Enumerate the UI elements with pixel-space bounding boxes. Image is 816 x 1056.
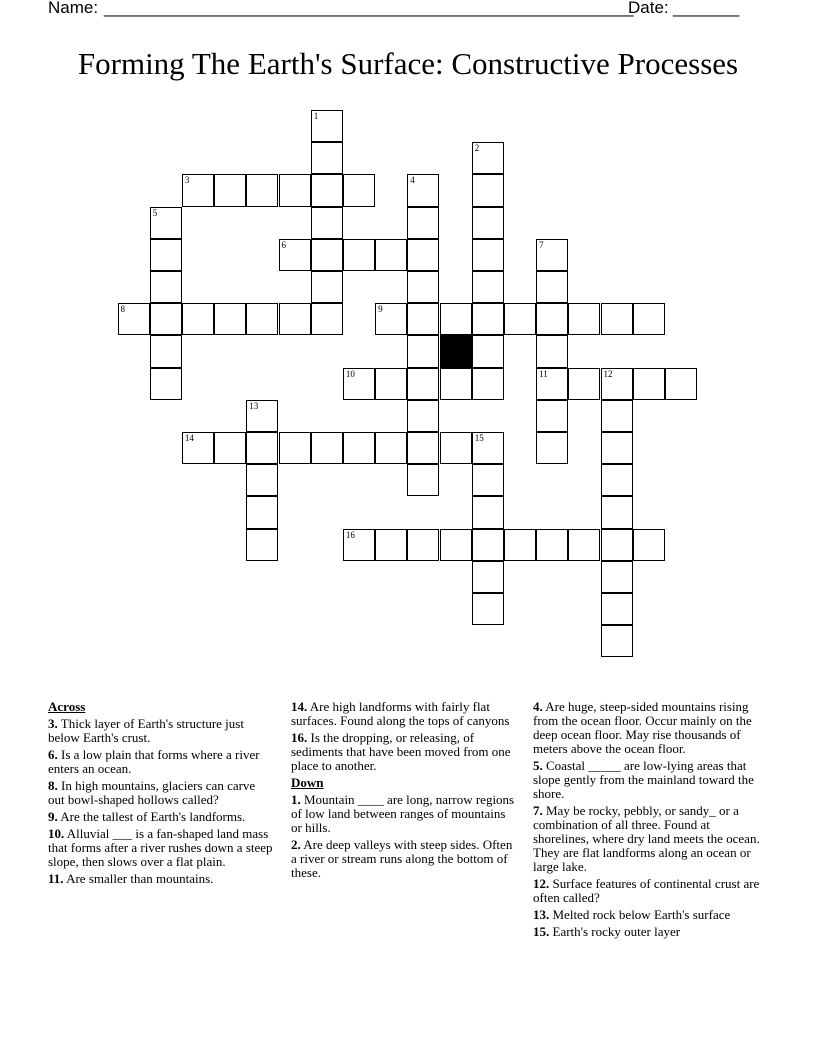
grid-cell[interactable] — [536, 239, 568, 271]
clue-across-11: 11. Are smaller than mountains. — [48, 871, 214, 886]
name-field[interactable]: ________________________________________________________ — [104, 0, 634, 17]
clue-across-10: 10. Alluvial ___ is a fan-shaped land mass that forms after a river rushes down a steep slope, then slows over a flat plain. — [48, 826, 273, 869]
grid-cell[interactable] — [633, 529, 665, 561]
cell-number: 12 — [603, 368, 613, 379]
grid-cell[interactable] — [150, 335, 182, 367]
grid-cell[interactable] — [601, 561, 633, 593]
cell-number: 8 — [120, 304, 125, 315]
clue-down-12: 12. Surface features of continental crust are often called? — [533, 876, 760, 905]
cell-number: 9 — [378, 304, 383, 315]
grid-cell[interactable] — [472, 239, 504, 271]
grid-cell[interactable] — [440, 303, 472, 335]
across-heading: Across — [48, 699, 86, 714]
grid-cell[interactable] — [246, 496, 278, 528]
grid-cell[interactable] — [150, 368, 182, 400]
grid-cell[interactable] — [568, 303, 600, 335]
grid-cell[interactable] — [472, 496, 504, 528]
grid-cell[interactable] — [279, 432, 311, 464]
grid-cell[interactable] — [536, 432, 568, 464]
cell-number: 7 — [539, 239, 544, 250]
grid-cell[interactable] — [536, 368, 568, 400]
grid-cell[interactable] — [472, 335, 504, 367]
grid-cell[interactable] — [536, 335, 568, 367]
grid-cell[interactable] — [311, 432, 343, 464]
cell-number: 11 — [539, 368, 548, 379]
grid-cell[interactable] — [246, 464, 278, 496]
page-title: Forming The Earth's Surface: Constructive Processes — [77, 46, 739, 81]
grid-cell[interactable] — [246, 432, 278, 464]
cell-number: 14 — [184, 433, 194, 443]
grid-cell[interactable] — [472, 142, 504, 174]
clue-down-4: 4. Are huge, steep-sided mountains rising from the ocean floor. Occur mainly on the deep ocean floor. May rise thousands of meters above the ocean floor. — [533, 699, 752, 756]
grid-cell[interactable] — [150, 207, 182, 239]
grid-cell[interactable] — [375, 368, 407, 400]
grid-cell[interactable] — [472, 529, 504, 561]
clue-down-15: 15. Earth's rocky outer layer — [533, 924, 681, 939]
cell-number: 2 — [474, 143, 480, 154]
cell-number: 4 — [410, 175, 415, 186]
cell-number: 6 — [281, 239, 286, 250]
grid-cell[interactable] — [343, 368, 375, 400]
grid-cell[interactable] — [311, 303, 343, 335]
grid-cell[interactable] — [472, 464, 504, 496]
grid-cell[interactable] — [182, 432, 214, 464]
grid-cell[interactable] — [407, 335, 439, 367]
grid-cell[interactable] — [246, 529, 278, 561]
grid-cell[interactable] — [472, 593, 504, 625]
grid-cell[interactable] — [665, 368, 697, 400]
clue-down-5: 5. Coastal _____ are low-lying areas that slope gently from the mainland toward the shore. — [533, 758, 754, 801]
grid-cell[interactable] — [601, 529, 633, 561]
grid-cell[interactable] — [601, 625, 633, 657]
clue-across-8: 8. In high mountains, glaciers can carve out bowl-shaped hollows called? — [48, 778, 256, 807]
cell-number: 15 — [474, 433, 484, 443]
cell-number: 16 — [345, 529, 355, 540]
grid-cell[interactable] — [407, 303, 439, 335]
grid-cell[interactable] — [279, 174, 311, 206]
grid-cell[interactable] — [246, 303, 278, 335]
name-label: Name: — [48, 0, 99, 17]
grid-cell[interactable] — [568, 529, 600, 561]
grid-cell[interactable] — [311, 142, 343, 174]
grid-cell[interactable] — [601, 368, 633, 400]
clue-across-6: 6. Is a low plain that forms where a river enters an ocean. — [48, 747, 260, 776]
grid-cell[interactable] — [472, 561, 504, 593]
cell-number: 1 — [313, 111, 319, 121]
grid-cell[interactable] — [601, 464, 633, 496]
grid-cell[interactable] — [440, 529, 472, 561]
grid-cell[interactable] — [182, 303, 214, 335]
grid-cell[interactable] — [150, 239, 182, 271]
cell-number: 10 — [345, 368, 355, 379]
clue-down-1: 1. Mountain ____ are long, narrow regions of low land between ranges of mountains or hills. — [291, 792, 515, 835]
grid-cell[interactable] — [472, 271, 504, 303]
grid-cell[interactable] — [536, 271, 568, 303]
grid-cell[interactable] — [343, 174, 375, 206]
grid-cell[interactable] — [568, 368, 600, 400]
clue-down-2: 2. Are deep valleys with steep sides. Often a river or stream runs along the bottom of these. — [291, 837, 513, 880]
grid-cell[interactable] — [343, 432, 375, 464]
grid-cell[interactable] — [407, 432, 439, 464]
grid-cell[interactable] — [407, 207, 439, 239]
grid-cell[interactable] — [375, 239, 407, 271]
grid-cell[interactable] — [601, 593, 633, 625]
grid-cell[interactable] — [407, 174, 439, 206]
grid-cell[interactable] — [246, 174, 278, 206]
grid-cell[interactable] — [601, 496, 633, 528]
grid-cell[interactable] — [375, 529, 407, 561]
clue-across-14: 14. Are high landforms with fairly flat surfaces. Found along the tops of canyons — [291, 699, 510, 728]
grid-cell[interactable] — [472, 207, 504, 239]
grid-cell[interactable] — [118, 303, 150, 335]
grid-cell[interactable] — [504, 303, 536, 335]
grid-cell[interactable] — [279, 303, 311, 335]
grid-cell[interactable] — [214, 303, 246, 335]
clue-across-16: 16. Is the dropping, or releasing, of sediments that have been moved from one place to another. — [291, 730, 511, 773]
grid-cell[interactable] — [472, 368, 504, 400]
grid-cell[interactable] — [246, 400, 278, 432]
grid-cell[interactable] — [633, 368, 665, 400]
cell-number: 5 — [152, 207, 158, 218]
clues-column-3 — [533, 700, 769, 942]
date-field[interactable]: _______ — [673, 0, 740, 17]
grid-cell[interactable] — [311, 110, 343, 142]
grid-cell[interactable] — [214, 174, 246, 206]
grid-cell[interactable] — [375, 303, 407, 335]
grid-cell[interactable] — [150, 303, 182, 335]
grid-cell[interactable] — [279, 239, 311, 271]
clue-down-7: 7. May be rocky, pebbly, or sandy_ or a combination of all three. Found at shorelines, where dry land meets the ocean. They are flat landforms along an ocean or large lake. — [533, 803, 760, 874]
grid-cell[interactable] — [214, 432, 246, 464]
cell-number: 13 — [249, 400, 259, 411]
grid-cell[interactable] — [536, 303, 568, 335]
date-label: Date: — [628, 0, 669, 17]
grid-cell[interactable] — [472, 432, 504, 464]
clue-down-13: 13. Melted rock below Earth's surface — [533, 907, 731, 922]
grid-cell[interactable] — [407, 464, 439, 496]
grid-cell[interactable] — [601, 400, 633, 432]
cell-number: 3 — [184, 175, 190, 186]
clue-across-9: 9. Are the tallest of Earth's landforms. — [48, 809, 246, 824]
grid-cell[interactable] — [182, 174, 214, 206]
grid-cell[interactable] — [343, 239, 375, 271]
grid-cell[interactable] — [440, 368, 472, 400]
grid-cell[interactable] — [472, 303, 504, 335]
grid-cell[interactable] — [311, 239, 343, 271]
clue-across-3: 3. Thick layer of Earth's structure just below Earth's crust. — [48, 716, 244, 745]
grid-cell[interactable] — [407, 529, 439, 561]
grid-cell[interactable] — [150, 271, 182, 303]
grid-cell[interactable] — [536, 529, 568, 561]
grid-cell[interactable] — [504, 529, 536, 561]
grid-cell[interactable] — [472, 174, 504, 206]
down-heading: Down — [291, 775, 324, 790]
clues-column-2 — [291, 700, 515, 883]
grid-cell[interactable] — [601, 432, 633, 464]
grid-block — [440, 335, 472, 367]
clues-column-1 — [48, 700, 274, 889]
grid-cell[interactable] — [407, 271, 439, 303]
grid-cell[interactable] — [343, 529, 375, 561]
grid-cell[interactable] — [601, 303, 633, 335]
grid-cell[interactable] — [407, 239, 439, 271]
grid-cell[interactable] — [440, 432, 472, 464]
grid-cell[interactable] — [311, 207, 343, 239]
grid-cell[interactable] — [407, 368, 439, 400]
grid-cell[interactable] — [633, 303, 665, 335]
grid-cell[interactable] — [407, 400, 439, 432]
grid-cell[interactable] — [311, 271, 343, 303]
grid-cell[interactable] — [536, 400, 568, 432]
grid-cell[interactable] — [375, 432, 407, 464]
grid-cell[interactable] — [311, 174, 343, 206]
